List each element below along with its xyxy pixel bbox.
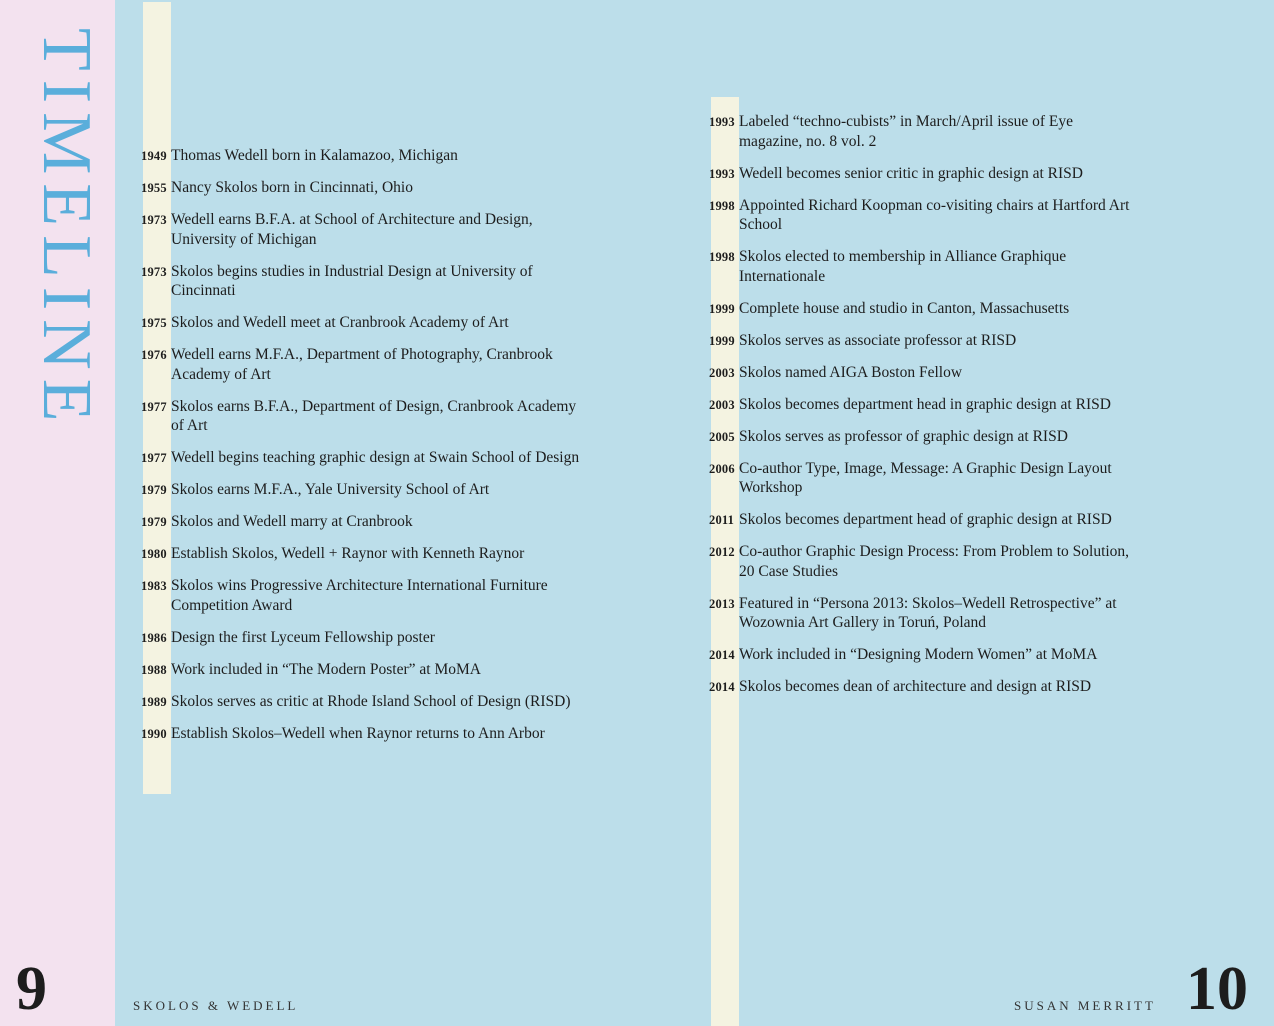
right-timeline-list (709, 112, 1139, 709)
entry-text: Wedell begins teaching graphic design at Swain School of Design (171, 449, 580, 466)
timeline-entry (709, 542, 1139, 581)
left-footer-label: SKOLOS & WEDELL (133, 998, 299, 1013)
entry-year: 2013 (709, 596, 735, 611)
left-page-number: 9 (16, 955, 47, 1023)
entry-text: Establish Skolos–Wedell when Raynor returns to Ann Arbor (171, 724, 545, 742)
entry-text: Wedell becomes senior critic in graphic design at RISD (739, 164, 1083, 182)
timeline-entry (709, 395, 1139, 415)
entry-year: 1977 (141, 451, 167, 465)
timeline-entry (709, 459, 1139, 498)
timeline-entry (141, 724, 581, 744)
timeline-entry (141, 628, 581, 648)
timeline-entry (141, 146, 581, 166)
timeline-entry (141, 480, 581, 500)
entry-year: 1949 (141, 149, 167, 163)
timeline-entry (141, 512, 581, 532)
entry-text: Skolos and Wedell marry at Cranbrook (171, 513, 413, 530)
entry-year: 1998 (709, 198, 735, 213)
entry-year: 1999 (709, 301, 735, 316)
timeline-entry (709, 645, 1139, 665)
entry-year: 1979 (141, 483, 167, 497)
left-timeline-list (141, 146, 581, 756)
entry-text: Skolos begins studies in Industrial Design at University of Cincinnati (171, 262, 533, 299)
entry-year: 1983 (141, 579, 167, 593)
timeline-entry (709, 331, 1139, 351)
entry-text: Work included in “The Modern Poster” at MoMA (171, 660, 481, 678)
entry-year: 1973 (141, 213, 167, 227)
entry-year: 2014 (709, 680, 735, 694)
timeline-entry (709, 677, 1139, 697)
entry-year: 1979 (141, 515, 167, 529)
entry-year: 2006 (709, 461, 735, 476)
entry-year: 2003 (709, 397, 735, 412)
entry-text: Skolos becomes department head in graphic design at RISD (739, 395, 1111, 413)
entry-text: Skolos wins Progressive Architecture International Furniture Competition Award (171, 577, 548, 614)
timeline-entry (709, 112, 1139, 151)
entry-text: Labeled “techno-cubists” in March/April issue of Eye magazine, no. 8 vol. 2 (739, 113, 1073, 150)
right-footer-label: SUSAN MERRITT (1014, 998, 1156, 1013)
entry-year: 1990 (141, 726, 167, 741)
timeline-entry (141, 576, 581, 615)
entry-year: 1988 (141, 662, 167, 677)
entry-text: Skolos named AIGA Boston Fellow (739, 363, 963, 381)
timeline-entry (141, 660, 581, 680)
entry-text: Skolos serves as critic at Rhode Island School of Design (RISD) (171, 692, 571, 710)
entry-year: 1955 (141, 181, 167, 195)
entry-text: Co-author Graphic Design Process: From Problem to Solution, 20 Case Studies (739, 543, 1130, 580)
entry-year: 2003 (709, 365, 735, 380)
page-title: TIMELINE (28, 28, 105, 431)
entry-text: Nancy Skolos born in Cincinnati, Ohio (171, 179, 413, 196)
entry-year: 1999 (709, 333, 735, 348)
timeline-entry (141, 262, 581, 301)
entry-text: Design the first Lyceum Fellowship poster (171, 628, 435, 646)
timeline-entry (709, 510, 1139, 530)
timeline-entry (141, 210, 581, 249)
entry-text: Skolos serves as associate professor at RISD (739, 331, 1017, 349)
timeline-entry (141, 692, 581, 712)
timeline-entry (141, 345, 581, 384)
timeline-entry (709, 299, 1139, 319)
entry-year: 2011 (709, 513, 735, 527)
entry-text: Skolos becomes dean of architecture and design at RISD (739, 678, 1092, 695)
entry-text: Wedell earns B.F.A. at School of Architecture and Design, University of Michigan (171, 211, 533, 248)
entry-year: 2014 (709, 648, 735, 662)
entry-text: Skolos serves as professor of graphic design at RISD (739, 427, 1068, 445)
entry-year: 1998 (709, 250, 735, 264)
timeline-entry (709, 247, 1139, 286)
entry-text: Featured in “Persona 2013: Skolos–Wedell Retrospective” at Wozownia Art Gallery in Toruń, Poland (739, 594, 1117, 631)
entry-year: 1993 (709, 115, 735, 129)
timeline-entry (709, 363, 1139, 383)
entry-year: 1986 (141, 630, 167, 645)
timeline-entry (141, 544, 581, 564)
entry-text: Skolos earns B.F.A., Department of Design, Cranbrook Academy of Art (171, 397, 577, 434)
timeline-entry (141, 313, 581, 333)
entry-text: Thomas Wedell born in Kalamazoo, Michigan (171, 147, 458, 164)
timeline-entry (709, 164, 1139, 184)
entry-year: 1993 (709, 166, 735, 181)
right-page-number: 10 (1186, 955, 1248, 1023)
entry-text: Skolos becomes department head of graphic design at RISD (739, 511, 1112, 528)
entry-text: Wedell earns M.F.A., Department of Photography, Cranbrook Academy of Art (171, 346, 553, 383)
entry-text: Establish Skolos, Wedell + Raynor with Kenneth Raynor (171, 545, 525, 562)
timeline-entry (141, 178, 581, 198)
timeline-entry (709, 427, 1139, 447)
entry-text: Skolos earns M.F.A., Yale University School of Art (171, 481, 490, 498)
timeline-entry (709, 594, 1139, 633)
entry-year: 1973 (141, 264, 167, 279)
entry-year: 2005 (709, 429, 735, 444)
entry-year: 1977 (141, 399, 167, 414)
entry-year: 1989 (141, 694, 167, 709)
timeline-entry (141, 397, 581, 436)
entry-text: Work included in “Designing Modern Women” at MoMA (739, 646, 1098, 663)
entry-text: Skolos and Wedell meet at Cranbrook Academy of Art (171, 314, 509, 331)
entry-text: Appointed Richard Koopman co-visiting chairs at Hartford Art School (739, 196, 1130, 233)
entry-year: 1975 (141, 316, 167, 330)
timeline-entry (141, 448, 581, 468)
entry-text: Co-author Type, Image, Message: A Graphic Design Layout Workshop (739, 459, 1112, 496)
entry-year: 1980 (141, 547, 167, 561)
entry-text: Skolos elected to membership in Alliance Graphique Internationale (739, 248, 1067, 285)
timeline-entry (709, 196, 1139, 235)
entry-year: 2012 (709, 545, 735, 559)
entry-year: 1976 (141, 348, 167, 362)
entry-text: Complete house and studio in Canton, Massachusetts (739, 299, 1070, 317)
